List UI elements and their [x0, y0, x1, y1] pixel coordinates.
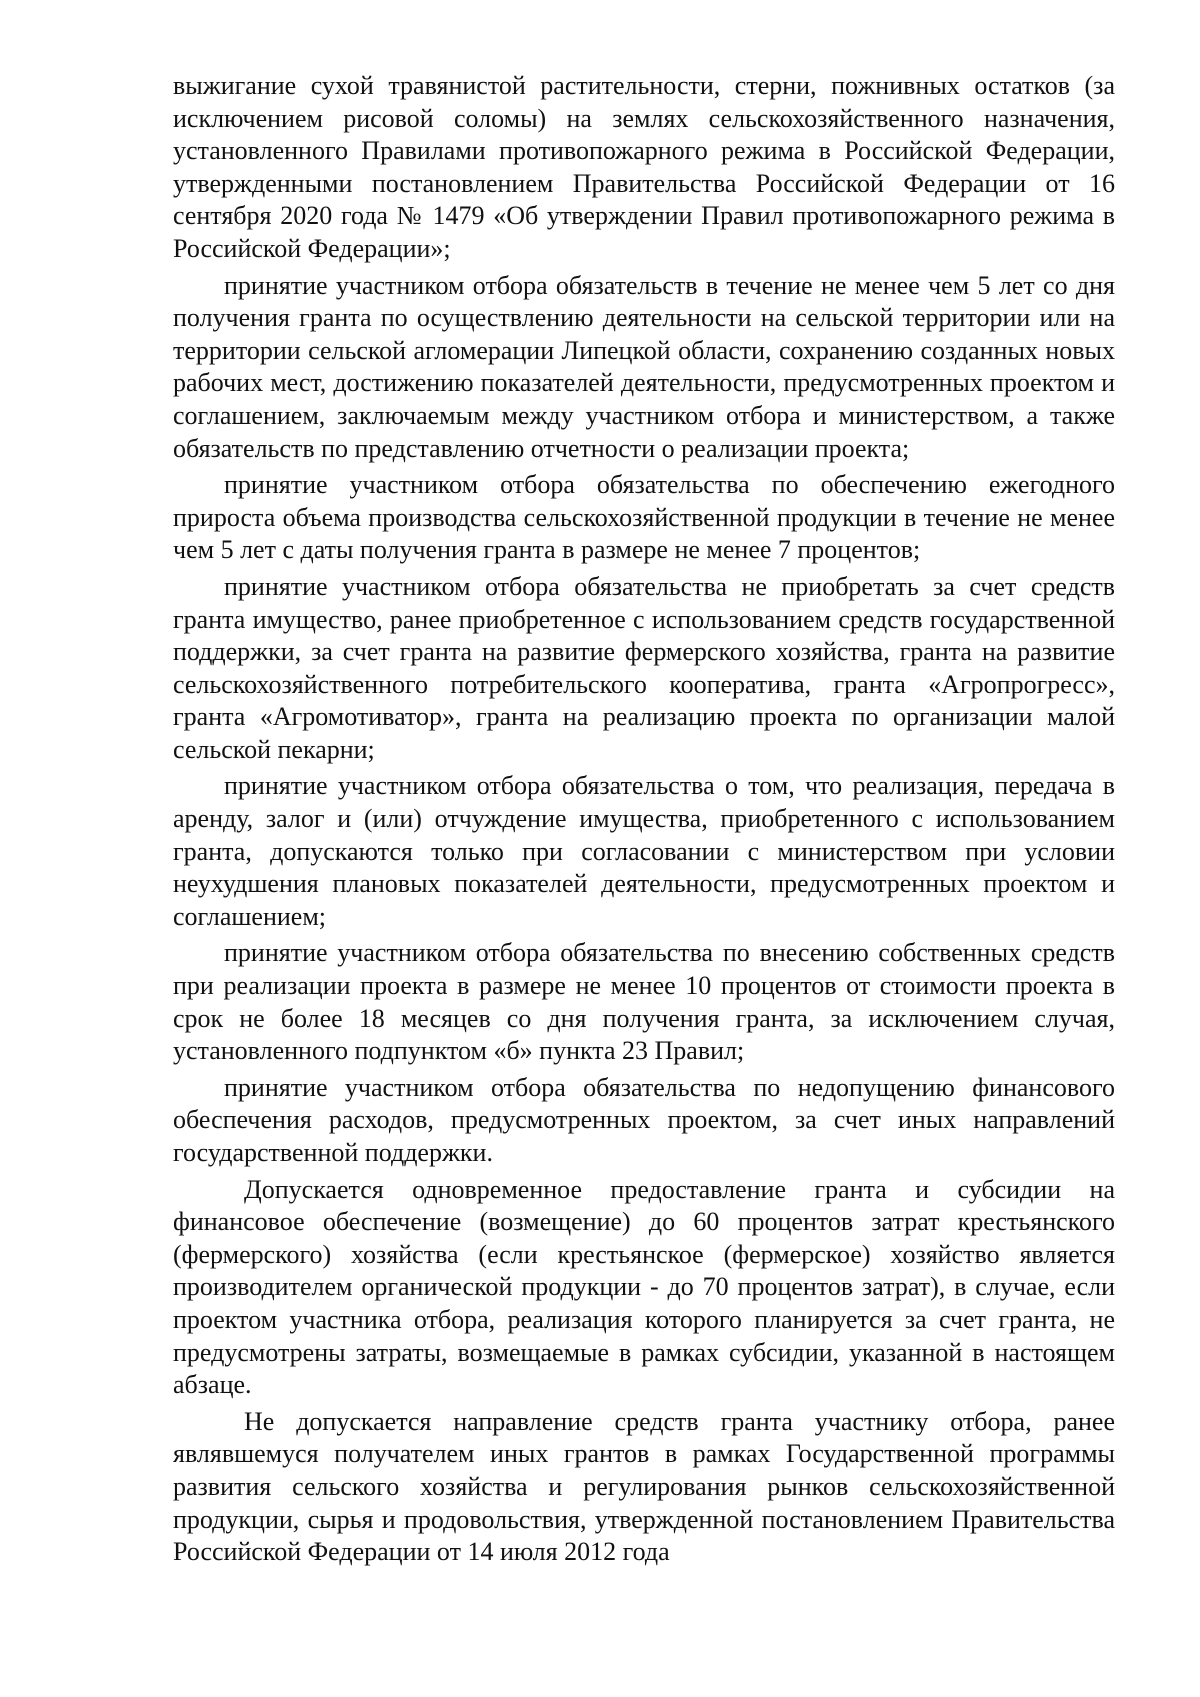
paragraph-obligation-no-repurchase: принятие участником отбора обязательства не приобретать за счет средств гранта имущество, ранее приобретенное с использованием средств государственной поддержки, за счет гранта на развитие фермерского хозяйства, гранта на развитие сельскохозяйственного потребительского кооператива, гранта «Агропрогресс», гранта «Агромотиватор», гранта на реализацию проекта по организации малой сельской пекарни;	[173, 571, 1115, 764]
paragraph-obligation-own-funds: принятие участником отбора обязательства по внесению собственных средств при реализации проекта в размере не менее 10 процентов от стоимости проекта в срок не более 18 месяцев со дня получения гранта, за исключением случая, установленного подпунктом «б» пункта 23 Правил;	[173, 938, 1115, 1066]
paragraph-obligation-production-growth: принятие участником отбора обязательства по обеспечению ежегодного прироста объема производства сельскохозяйственной продукции в течение не менее чем 5 лет с даты получения гранта в размере не менее 7 процентов;	[173, 470, 1115, 565]
paragraph-obligation-property-disposal: принятие участником отбора обязательства о том, что реализация, передача в аренду, залог и (или) отчуждение имущества, приобретенного с использованием гранта, допускаются только при согласовании с министерством при условии неухудшения плановых показателей деятельности, предусмотренных проектом и соглашением;	[173, 771, 1115, 931]
paragraph-obligation-5-years: принятие участником отбора обязательств в течение не менее чем 5 лет со дня получения гранта по осуществлению деятельности на сельской территории или на территории сельской агломерации Липецкой области, сохранению созданных новых рабочих мест, достижению показателей деятельности, предусмотренных проектом и соглашением, заключаемым между участником отбора и министерством, а также обязательств по представлению отчетности о реализации проекта;	[173, 270, 1115, 463]
paragraph-burning-prohibition: выжигание сухой травянистой растительности, стерни, пожнивных остатков (за исключением рисовой соломы) на землях сельскохозяйственного назначения, установленного Правилами противопожарного режима в Российской Федерации, утвержденными постановлением Правительства Российской Федерации от 16 сентября 2020 года № 1479 «Об утверждении Правил противопожарного режима в Российской Федерации»;	[173, 71, 1115, 263]
paragraph-grant-restriction: Не допускается направление средств гранта участнику отбора, ранее являвшемуся получателем иных грантов в рамках Государственной программы развития сельского хозяйства и регулирования рынков сельскохозяйственной продукции, сырья и продовольствия, утвержденной постановлением Правительства Российской Федерации от 14 июля 2012 года	[173, 1406, 1115, 1567]
paragraph-simultaneous-subsidy: Допускается одновременное предоставление гранта и субсидии на финансовое обеспечение (возмещение) до 60 процентов затрат крестьянского (фермерского) хозяйства (если крестьянское (фермерское) хозяйство является производителем органической продукции - до 70 процентов затрат), в случае, если проектом участника отбора, реализация которого планируется за счет гранта, не предусмотрены затраты, возмещаемые в рамках субсидии, указанной в настоящем абзаце.	[173, 1174, 1115, 1400]
paragraph-obligation-no-double-funding: принятие участником отбора обязательства по недопущению финансового обеспечения расходов, предусмотренных проектом, за счет иных направлений государственной поддержки.	[173, 1072, 1115, 1167]
